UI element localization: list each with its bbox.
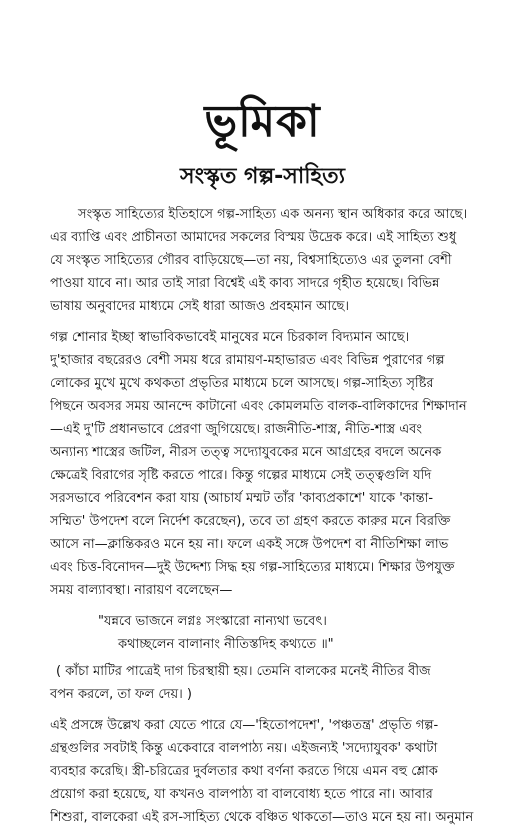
page-title: ভূমিকা (204, 96, 321, 147)
text-line: প্রয়োগ করা হয়েছে, যা কখনও বালপাঠ্য বা বালবোধ্য হতে পারে না। আবার (50, 787, 433, 802)
paragraph-3 (50, 714, 502, 829)
paragraph-2 (50, 326, 502, 602)
text-line: এর ব্যাপ্তি এবং প্রাচীনতা আমাদের সকলের বিস্ময় উদ্রেক করে। এই সাহিত্য শুধু (50, 230, 457, 245)
text-line: পিছনে অবসর সময় আনন্দে কাটানো এবং কোমলমতি বালক-বালিকাদের শিক্ষাদান (50, 399, 467, 414)
text-line: আসে না—ক্লান্তিকরও মনে হয় না। ফলে একই সঙ্গে উপদেশ বা নীতিশিক্ষা লাভ (50, 537, 449, 552)
text-line: দু'হাজার বছরেরও বেশী সময় ধরে রামায়ণ-মহাভারত এবং বিভিন্ন পুরাণের গল্প (50, 353, 445, 368)
verse-translation (50, 660, 502, 706)
text-line: সময় বাল্যাবস্থা। নারায়ণ বলেছেন— (50, 583, 233, 598)
text-line: বপন করলে, তা ফল দেয়। ) (50, 687, 192, 702)
verse-line: "যন্নবে ভাজনে লগ্নঃ সংস্কারো নান্যথা ভবেৎ। (98, 614, 327, 629)
text-line: সংস্কৃত সাহিত্যের ইতিহাসে গল্প-সাহিত্য এক অনন্য স্থান অধিকার করে আছে। (78, 207, 468, 222)
verse-line: কথাচ্ছলেন বালানাং নীতিস্তদিহ কথ্যতে ॥" (118, 637, 334, 652)
section-subtitle: সংস্কৃত গল্প-সাহিত্য (180, 164, 345, 189)
text-line: ভাষায় অনুবাদের মাধ্যমে সেই ধারা আজও প্রবহমান আছে। (50, 299, 350, 314)
text-line: গ্রন্থগুলির সবটাই কিন্তু একেবারে বালপাঠ্য নয়। এইজন্যই 'সদ্যোযুবক' কথাটা (50, 741, 438, 756)
text-line: গল্প শোনার ইচ্ছা স্বাভাবিকভাবেই মানুষের মনে চিরকাল বিদ্যমান আছে। (50, 330, 410, 345)
body-text (50, 203, 502, 837)
text-line: ক্ষেত্রেই বিরাগের সৃষ্টি করতে পারে। কিন্তু গল্পের মাধ্যমে সেই তত্ত্বগুলি যদি (50, 468, 432, 483)
text-line: পাওয়া যাবে না। আর তাই সারা বিশ্বেই এই কাব্য সাদরে গৃহীত হয়েছে। বিভিন্ন (50, 276, 440, 291)
paragraph-1 (50, 203, 502, 318)
text-line: অন্যান্য শাস্ত্রের জটিল, নীরস তত্ত্ব সদ্যোযুবকের মনে আগ্রহের বদলে অনেক (50, 445, 442, 460)
text-line: সম্মিত' উপদেশ বলে নির্দেশ করেছেন), তবে তা গ্রহণ করতে কারুর মনে বিরক্তি (50, 514, 451, 529)
text-line: এবং চিত্ত-বিনোদন—দুই উদ্দেশ্য সিদ্ধ হয় গল্প-সাহিত্যের মাধ্যমে। শিক্ষার উপযুক্ত (50, 560, 455, 575)
text-line: সরসভাবে পরিবেশন করা যায় (আচার্য মম্মট তাঁর 'কাব্যপ্রকাশে' যাকে 'কান্তা- (50, 491, 434, 506)
text-line: ( কাঁচা মাটির পাত্রেই দাগ চিরস্থায়ী হয়। তেমনি বালকের মনেই নীতির বীজ (56, 664, 431, 679)
text-line: লোকের মুখে মুখে কথকতা প্রভৃতির মাধ্যমে চলে আসছে। গল্প-সাহিত্য সৃষ্টির (50, 376, 434, 391)
text-line: যে সংস্কৃত সাহিত্যের গৌরব বাড়িয়েছে—তা নয়, বিশ্বসাহিত্যেও এর তুলনা বেশী (50, 253, 452, 268)
text-line: এই প্রসঙ্গে উল্লেখ করা যেতে পারে যে—'হিতোপদেশ', 'পঞ্চতন্ত্র' প্রভৃতি গল্প- (50, 718, 439, 733)
text-line: ব্যবহার করেছি। স্ত্রী-চরিত্রের দুর্বলতার কথা বর্ণনা করতে গিয়ে এমন বহু শ্লোক (50, 764, 438, 779)
text-line: —এই দু'টি প্রধানভাবে প্রেরণা জুগিয়েছে। রাজনীতি-শাস্ত্র, নীতি-শাস্ত্র এবং (50, 422, 422, 437)
sanskrit-verse (50, 610, 502, 656)
text-line: শিশুরা, বালকেরা এই রস-সাহিত্য থেকে বঞ্চিত থাকতো—তাও মনে হয় না। অনুমান (50, 810, 474, 825)
